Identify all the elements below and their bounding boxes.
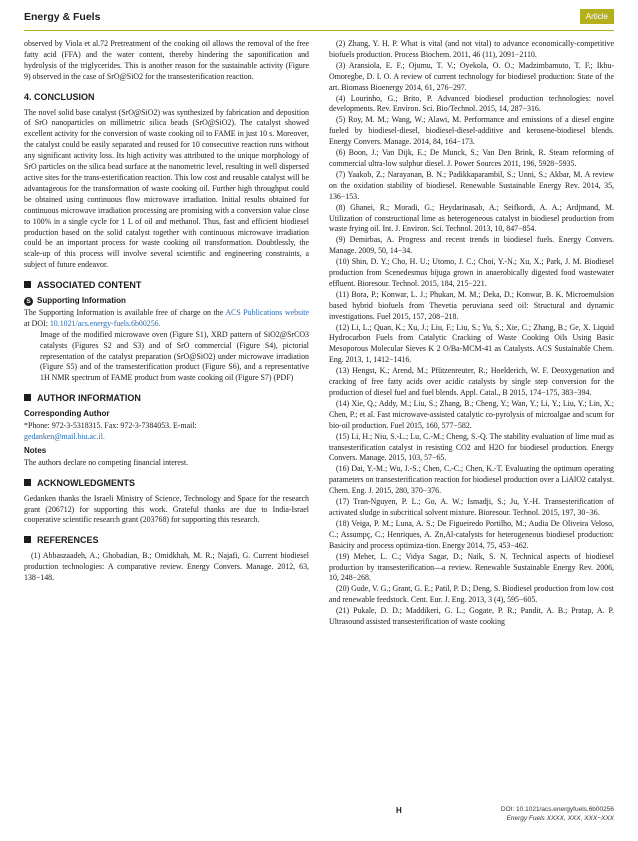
page-number: H bbox=[396, 806, 402, 815]
page-header bbox=[24, 9, 614, 27]
corresponding-author-heading: Corresponding Author bbox=[24, 409, 110, 419]
conclusion-paragraph: The novel solid base catalyst (SrO@SiO2) was synthesized by fabrication and deposition of SrO nanoparticles on millimetric silica beads (SrO@SiO2). The catalyst showed excellent activity for the conversion of waste cooking oil to FAME in just 10 s. Moreover, the catalyst could be easily separated and reused for 10 consecutive reaction runs without any significant activity loss. Its high activity was attributed to the unique morphology of SrO particles on the silica bead surface at the nanometric level, resulting in well dispersed active sites for the trans-esterification reaction. This low cost and reusable catalyst will be advantageous for the transformation of waste cooking oil. Further high throughput could be obtained using continuous flow microwave irradiation. Initial results obtained for continuous microwave irradiation processing are promising with a conversion value close to 100% in a single cycle for 1 L of oil and methanol. Thus, fast and efficient biodiesel production based on the solid catalyst together with continuous microwave irradiation could be an important process for waste cooking oil transformation. Doubtlessly, the scale-up of this process will involve several scientific and engineering constraints, a subject of future endeavor. bbox=[24, 107, 309, 270]
supporting-info-description: Image of the modified microwave oven (Figure S1), XRD pattern of SiO2@SrCO3 catalysts (Figures S2 and S3) and of SrO commercial (Figure S4), pictorial representation of the catalyst preparation (SrO@SiO2) under microwave irradiation (Figure S5) and of the transesterification product (Figure S6), and a representative 1H NMR spectrum of FAME product from waste cooking oil (Figure S7) (PDF) bbox=[40, 329, 309, 383]
reference-item: (7) Yaakob, Z.; Narayanan, B. N.; Padikkaparambil, S.; Unni, S.; Akbar, M. A review on the oxidation stability of biodiesel. Renewable Sustainable Energy Rev. 2014, 35, 136−153. bbox=[329, 169, 614, 201]
square-bullet-icon bbox=[24, 394, 31, 401]
reference-item: (14) Xie, Q.; Addy, M.; Liu, S.; Zhang, B.; Cheng, Y.; Wan, Y.; Li, Y.; Liu, Y.; Lin, X.; Chen, P.; et al. Fast microwave-assisted catalytic co-pyrolysis of microalgae and scum for bio-oil production. Fuel 2015, 160, 577−582. bbox=[329, 398, 614, 430]
square-bullet-icon bbox=[24, 536, 31, 543]
author-info-heading bbox=[24, 393, 309, 404]
associated-content-title: ASSOCIATED CONTENT bbox=[37, 280, 142, 291]
references-heading bbox=[24, 535, 309, 546]
notes-text: The authors declare no competing financial interest. bbox=[24, 457, 189, 467]
reference-item: (4) Lourinho, G.; Brito, P. Advanced biodiesel production technologies: novel developments. Rev. Environ. Sci. Bio/Technol. 2015, 14, 287−316. bbox=[329, 93, 614, 114]
reference-item: (9) Demirbas, A. Progress and recent trends in biodiesel fuels. Energy Convers. Manage. 2009, 50, 14−34. bbox=[329, 235, 614, 256]
footer-doi: DOI: 10.1021/acs.energyfuels.6b00256 bbox=[500, 806, 614, 813]
square-bullet-icon bbox=[24, 281, 31, 288]
phone-fax: *Phone: 972-3-5318315. Fax: 972-3-7384053. E-mail: bbox=[24, 421, 197, 431]
supporting-info-icon: S bbox=[24, 297, 33, 306]
acs-website-link[interactable]: ACS Publications website bbox=[225, 307, 309, 317]
reference-item: (17) Tran-Nguyen, P. L.; Go, A. W.; Ismadji, S.; Ju, Y.-H. Transesterification of activated sludge in subcritical solvent mixture. Bioresour. Technol. 2015, 197, 30−36. bbox=[329, 497, 614, 517]
reference-item: (21) Pukale, D. D.; Maddikeri, G. L.; Gogate, P. R.; Pandit, A. B.; Pratap, A. P. Ultrasound assisted transesterification of waste cooking bbox=[329, 606, 614, 627]
reference-item: (16) Dai, Y.-M.; Wu, J.-S.; Chen, C.-C.; Chen, K.-T. Evaluating the optimum operating parameters on transesterification reaction for biodiesel production over a LiAlO2 catalyst. Chem. Eng. J. 2015, 280, 370−376. bbox=[329, 464, 614, 496]
conclusion-heading: 4. CONCLUSION bbox=[24, 91, 95, 102]
supporting-info-text-b: at DOI: bbox=[24, 318, 50, 328]
supporting-info-text bbox=[24, 308, 309, 330]
reference-item: (15) Li, H.; Niu, S.-L.; Lu, C.-M.; Cheng, S.-Q. The stability evaluation of lime mud as transesterification catalyst in resisting CO2 and H2O for biodiesel production. Energy Convers. Manage. 2015, 103, 57−65. bbox=[329, 431, 614, 463]
reference-item: (10) Shin, D. Y.; Cho, H. U.; Utomo, J. C.; Choi, Y.-N.; Xu, X.; Park, J. M. Biodiesel production from Scenedesmus bijuga grown in anaerobically digested food wastewater effluent. Bioresour. Technol. 2015, 184, 215−221. bbox=[329, 257, 614, 288]
reference-item: (13) Hengst, K.; Arend, M.; Pfützenreuter, R.; Hoelderich, W. F. Deoxygenation and cracking of free fatty acids over acidic catalysts by single step conversion for the production of diesel fuel and fuel blends. Appl. Catal., B 2015, 174−175, 383−394. bbox=[329, 366, 614, 397]
reference-item: (1) Abbaszaadeh, A.; Ghobadian, B.; Omidkhah, M. R.; Najafi, G. Current biodiesel production technologies: A comparative review. Energy Convers. Manage. 2012, 63, 138−148. bbox=[24, 551, 309, 583]
reference-item: (18) Veiga, P. M.; Luna, A. S.; De Figueiredo Portilho, M.; Audia De Oliveira Veloso, C.; Assumpç, C.; Henriques, A. Zn,Al-catalysts for heterogeneous biodiesel production: Basicity and process optimiza-tion. Energy 2014, 75, 453−462. bbox=[329, 518, 614, 550]
acknowledgments-text: Gedanken thanks the Israeli Ministry of Science, Technology and Space for the research grant (206712) for supporting this work. Grateful thanks are due to India-Israel cooperative scientific research grant (203768) for supporting this research. bbox=[24, 493, 309, 525]
header-rule bbox=[24, 30, 614, 31]
article-badge: Article bbox=[580, 9, 614, 24]
reference-item: (19) Meher, L. C.; Vidya Sagar, D.; Naik, S. N. Technical aspects of biodiesel production by transesterification—a review. Renewable Sustainable Energy Rev. 2006, 10, 248−268. bbox=[329, 551, 614, 583]
reference-item: (8) Ghanei, R.; Moradi, G.; Heydarinasab, A.; Seifkordi, A. A.; Ardjmand, M. Utilization of constructional lime as heterogeneous catalyst in biodiesel production from waste frying oil. Int. J. Environ. Sci. Technol. 2013, 10, 847−854. bbox=[329, 202, 614, 234]
supporting-info-title: Supporting Information bbox=[37, 296, 126, 306]
footer-journal: Energy Fuels XXXX, XXX, XXX−XXX bbox=[506, 815, 614, 822]
right-column bbox=[329, 39, 614, 628]
square-bullet-icon bbox=[24, 479, 31, 486]
reference-item: (20) Gude, V. G.; Grant, G. E.; Patil, P. D.; Deng, S. Biodiesel production from low cost and renewable feedstock. Cent. Eur. J. Eng. 2013, 3 (4), 595−605. bbox=[329, 584, 614, 605]
reference-item: (2) Zhang, Y. H. P. What is vital (and not vital) to advance economically-competitive biofuels production. Process Biochem. 2011, 46 (11), 2091−2110. bbox=[329, 39, 614, 59]
reference-item: (11) Bora, P.; Konwar, L. J.; Phukan, M. M.; Deka, D.; Konwar, B. K. Microemulsion based hybrid biofuels from Thevetia peruviana seed oil: Structural and dynamic investigations. Fuel 2015, 157, 208−218. bbox=[329, 289, 614, 321]
author-info-title: AUTHOR INFORMATION bbox=[37, 393, 141, 404]
journal-title: Energy & Fuels bbox=[24, 11, 101, 23]
contact-details bbox=[24, 421, 309, 443]
intro-paragraph: observed by Viola et al.72 Pretreatment of the cooking oil allows the removal of the free fatty acid (FFA) and the water content, thereby hindering the saponification and hydrolysis of the triglycerides. This is another reason for the sustainable activity (Figure 9) observed in the case of SrO@SiO2 for the transesterification reaction. bbox=[24, 39, 309, 81]
acknowledgments-heading bbox=[24, 478, 309, 489]
email-link[interactable]: gedanken@mail.biu.ac.il. bbox=[24, 432, 105, 441]
acknowledgments-title: ACKNOWLEDGMENTS bbox=[37, 477, 135, 488]
notes-heading: Notes bbox=[24, 445, 47, 455]
supporting-info-text-a: The Supporting Information is available free of charge on the bbox=[24, 307, 226, 317]
doi-link[interactable]: 10.1021/acs.energy-fuels.6b00256. bbox=[49, 318, 161, 328]
reference-item: (6) Boon, J.; Van Dijk, E.; De Munck, S.; Van Den Brink, R. Steam reforming of commercial ultra-low sulphur diesel. J. Power Sources 2011, 196, 5928−5935. bbox=[329, 148, 614, 168]
associated-content-heading bbox=[24, 280, 309, 291]
reference-item: (3) Aransiola, E. F.; Ojumu, T. V.; Oyekola, O. O.; Madzimbamuto, T. F.; Ikhu-Omoregbe, D. I. O. A review of current technology for biodiesel production: State of the art. Biomass Bioenergy 2014, 61, 276−297. bbox=[329, 60, 614, 92]
references-title: REFERENCES bbox=[37, 535, 99, 546]
reference-item: (5) Roy, M. M.; Wang, W.; Alawi, M. Performance and emissions of a diesel engine fueled by biodiesel-diesel, biodiesel-diesel-additive and kerosene-biodiesel blends. Energy Convers. Manage. 2014, 84, 164−173. bbox=[329, 115, 614, 147]
reference-item: (12) Li, L.; Quan, K.; Xu, J.; Liu, F.; Liu, S.; Yu, S.; Xie, C.; Zhang, B.; Ge, X. Liquid Hydrocarbon Fuels from Catalytic Cracking of Waste Cooking Oils Using Basic Mesoporous Molecular Sieves K 2 O/Ba-MCM-41 as Catalysts. ACS Sustainable Chem. Eng. 2013, 1, 1412−1416. bbox=[329, 322, 614, 365]
supporting-info-heading bbox=[24, 296, 309, 307]
left-column bbox=[24, 39, 309, 584]
